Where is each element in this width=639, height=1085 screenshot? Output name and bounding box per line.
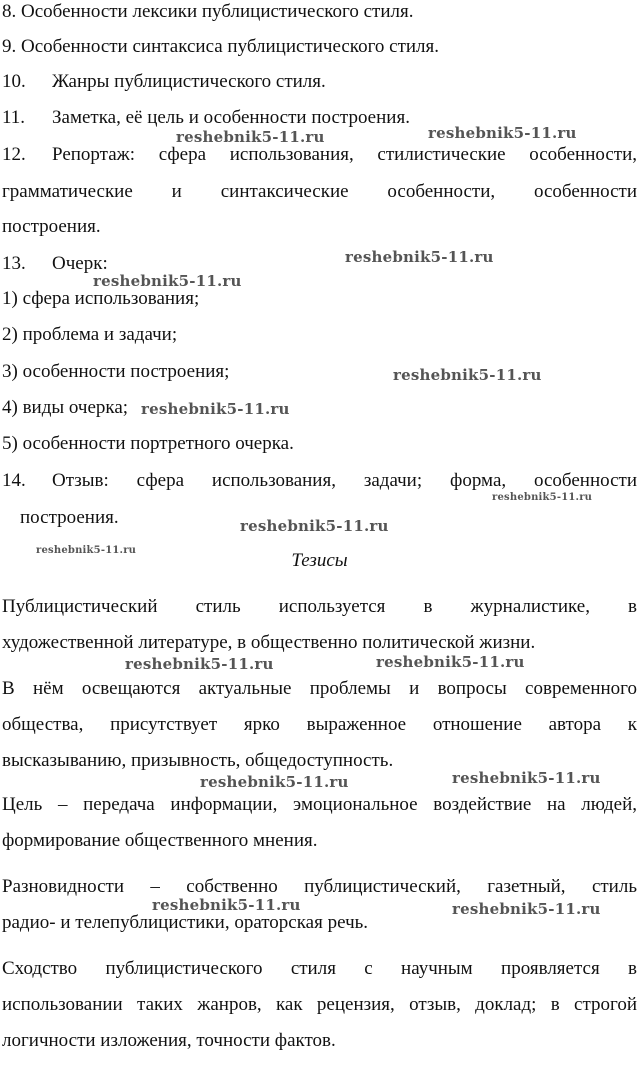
- paragraph-2-line-3: высказыванию, призывность, общедоступность.: [2, 750, 394, 771]
- watermark: reshebnik5-11.ru: [428, 124, 577, 142]
- list-item-14: [2, 469, 637, 493]
- watermark: reshebnik5-11.ru: [36, 545, 137, 556]
- list-item-14-cont: построения.: [20, 507, 119, 528]
- watermark: reshebnik5-11.ru: [200, 773, 349, 791]
- watermark: reshebnik5-11.ru: [452, 769, 601, 787]
- watermark: reshebnik5-11.ru: [152, 896, 301, 914]
- watermark: reshebnik5-11.ru: [345, 248, 494, 266]
- list-number: 14.: [2, 470, 26, 491]
- sub-item-5: 5) особенности портретного очерка.: [2, 433, 294, 454]
- watermark: reshebnik5-11.ru: [240, 517, 389, 535]
- sub-item-2: 2) проблема и задачи;: [2, 324, 178, 345]
- paragraph-3-line-1: Цель – передача информации, эмоциональное воздействие на людей,: [2, 794, 637, 815]
- paragraph-2-line-1: В нём освещаются актуальные проблемы и вопросы современного: [2, 678, 637, 699]
- watermark: reshebnik5-11.ru: [492, 492, 593, 503]
- list-item-12: [2, 143, 637, 167]
- watermark: reshebnik5-11.ru: [93, 272, 242, 290]
- list-text: Заметка, её цель и особенности построения.: [52, 107, 410, 128]
- list-item-8: 8. Особенности лексики публицистического стиля.: [2, 1, 414, 22]
- watermark: reshebnik5-11.ru: [393, 366, 542, 384]
- paragraph-5-line-1: Сходство публицистического стиля с научным проявляется в: [2, 958, 637, 979]
- watermark: reshebnik5-11.ru: [376, 653, 525, 671]
- list-number: 11.: [2, 107, 26, 128]
- paragraph-5-line-3: логичности изложения, точности фактов.: [2, 1030, 336, 1051]
- list-item-12-cont2: построения.: [2, 216, 101, 237]
- watermark: reshebnik5-11.ru: [452, 900, 601, 918]
- list-text: Отзыв: сфера использования, задачи; форма, особенности: [52, 470, 637, 491]
- watermark: reshebnik5-11.ru: [176, 128, 325, 146]
- sub-item-1: 1) сфера использования;: [2, 288, 200, 309]
- list-text: Жанры публицистического стиля.: [52, 71, 326, 92]
- paragraph-2-line-2: общества, присутствует ярко выраженное отношение автора к: [2, 714, 637, 735]
- list-item-9: 9. Особенности синтаксиса публицистического стиля.: [2, 36, 440, 57]
- sub-item-3: 3) особенности построения;: [2, 361, 230, 382]
- paragraph-3-line-2: формирование общественного мнения.: [2, 830, 318, 851]
- list-number: 13.: [2, 253, 26, 274]
- list-text: Очерк:: [52, 253, 108, 274]
- list-number: 12.: [2, 144, 26, 165]
- list-item-10: [2, 70, 637, 94]
- list-item-12-cont: грамматические и синтаксические особенности, особенности: [2, 181, 637, 202]
- watermark: reshebnik5-11.ru: [141, 400, 290, 418]
- paragraph-1-line-2: художественной литературе, в общественно политической жизни.: [2, 632, 536, 653]
- list-text: Репортаж: сфера использования, стилистические особенности,: [52, 144, 637, 165]
- paragraph-4-line-2: радио- и телепублицистики, ораторская речь.: [2, 912, 369, 933]
- list-number: 10.: [2, 71, 26, 92]
- sub-item-4: 4) виды очерка;: [2, 397, 129, 418]
- paragraph-5-line-2: использовании таких жанров, как рецензия, отзыв, доклад; в строгой: [2, 994, 637, 1015]
- watermark: reshebnik5-11.ru: [125, 655, 274, 673]
- section-heading: Тезисы: [291, 550, 348, 571]
- paragraph-1-line-1: Публицистический стиль используется в журналистике, в: [2, 596, 637, 617]
- paragraph-4-line-1: Разновидности – собственно публицистический, газетный, стиль: [2, 876, 637, 897]
